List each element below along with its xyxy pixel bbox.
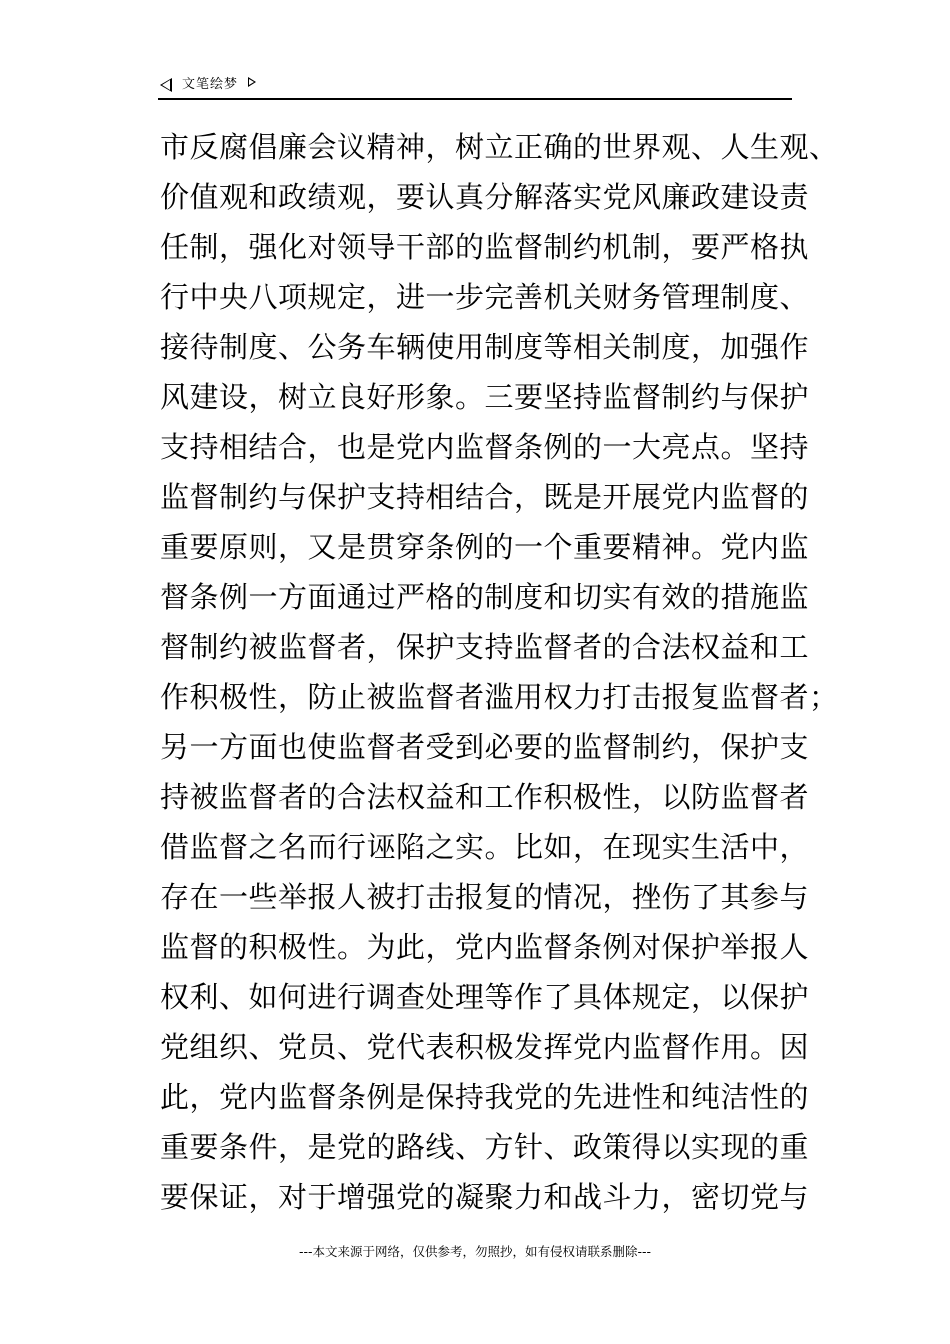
body-line: 此，党内监督条例是保持我党的先进性和纯洁性的 [160,1080,810,1114]
body-line: 另一方面也使监督者受到必要的监督制约，保护支 [160,730,810,764]
body-line: 作积极性，防止被监督者滥用权力打击报复监督者； [160,680,839,714]
body-line: 接待制度、公务车辆使用制度等相关制度，加强作 [160,330,810,364]
header-divider [158,98,792,100]
body-line: 重要条件，是党的路线、方针、政策得以实现的重 [160,1130,810,1164]
body-line: 价值观和政绩观，要认真分解落实党风廉政建设责 [160,180,810,214]
body-line: 监督制约与保护支持相结合，既是开展党内监督的 [160,480,810,514]
page-footer: ---本文来源于网络，仅供参考，勿照抄，如有侵权请联系删除--- [298,1244,652,1259]
body-line: 任制，强化对领导干部的监督制约机制，要严格执 [160,230,810,264]
right-triangle-icon [248,77,256,87]
body-line: 借监督之名而行诬陷之实。比如，在现实生活中， [160,830,810,864]
body-line: 督条例一方面通过严格的制度和切实有效的措施监 [160,580,810,614]
header-brand: 文笔绘梦 [182,77,239,92]
body-line: 行中央八项规定，进一步完善机关财务管理制度、 [160,280,810,314]
left-triangle-icon [160,78,172,92]
body-line: 督制约被监督者，保护支持监督者的合法权益和工 [160,630,810,664]
document-body [160,122,839,1222]
body-line: 权利、如何进行调查处理等作了具体规定，以保护 [160,980,810,1014]
body-line: 支持相结合，也是党内监督条例的一大亮点。坚持 [160,430,810,464]
body-line: 市反腐倡廉会议精神，树立正确的世界观、人生观、 [160,130,839,164]
body-line: 监督的积极性。为此，党内监督条例对保护举报人 [160,930,810,964]
body-line: 党组织、党员、党代表积极发挥党内监督作用。因 [160,1030,810,1064]
body-line: 存在一些举报人被打击报复的情况，挫伤了其参与 [160,880,810,914]
body-line: 要保证，对于增强党的凝聚力和战斗力，密切党与 [160,1180,810,1214]
body-line: 风建设，树立良好形象。三要坚持监督制约与保护 [160,380,810,414]
page-header [160,74,256,96]
body-line: 重要原则，又是贯穿条例的一个重要精神。党内监 [160,530,810,564]
body-line: 持被监督者的合法权益和工作积极性，以防监督者 [160,780,810,814]
